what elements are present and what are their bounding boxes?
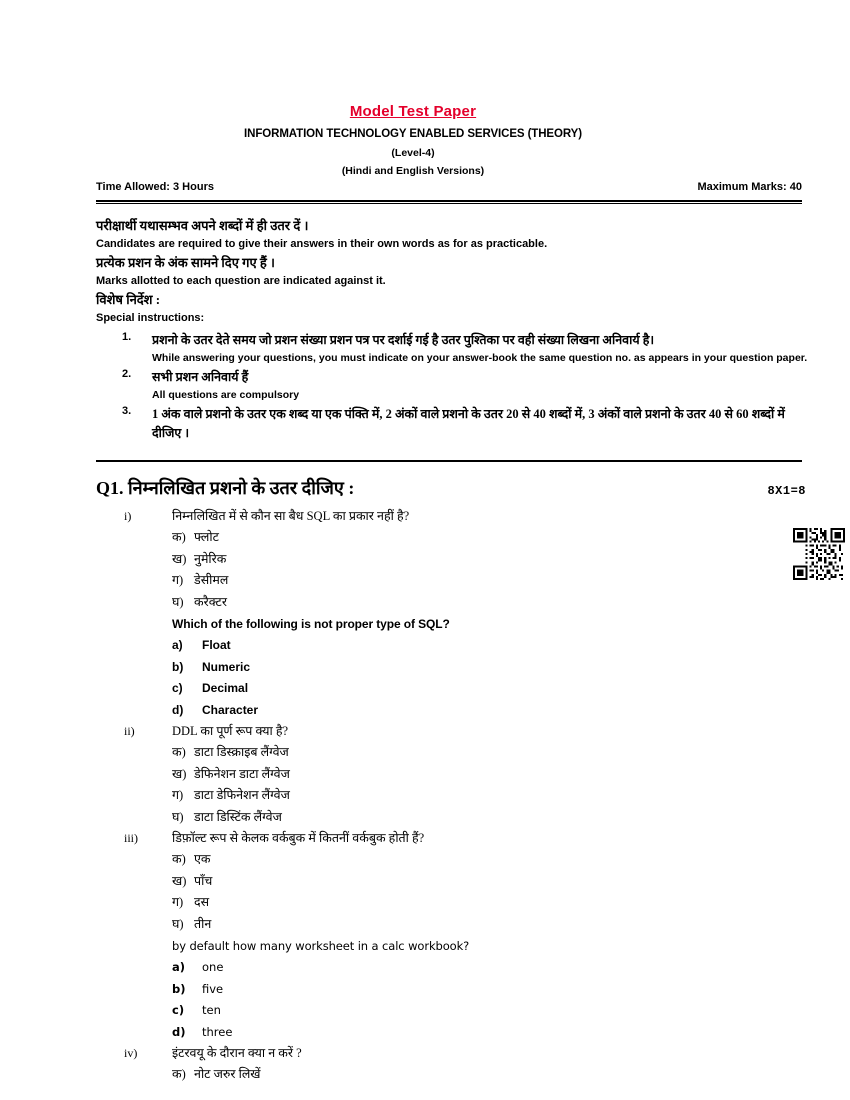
option-label: डाटा डिस्टिंक लैंग्वेज	[194, 809, 282, 824]
option-item[interactable]	[172, 914, 806, 936]
time-allowed: Time Allowed: 3 Hours	[96, 181, 214, 193]
option-marker: घ)	[172, 809, 184, 824]
sub-question-number: i)	[124, 509, 132, 523]
option-label: Decimal	[202, 681, 249, 695]
option-marker: क)	[172, 852, 186, 866]
option-marker: b)	[172, 981, 186, 996]
sub-question-stem-hindi: इंटरवयू के दौरान क्या न करें ?	[172, 1046, 302, 1060]
list-item-number: 2.	[122, 368, 132, 380]
option-marker: d)	[172, 1024, 186, 1039]
option-marker: c)	[172, 681, 183, 695]
special-instructions-label-english: Special instructions:	[96, 312, 205, 324]
option-marker: ख)	[172, 551, 187, 566]
level-line: (Level-4)	[391, 147, 435, 159]
qr-code-svg	[793, 528, 845, 580]
option-marker: c)	[172, 1003, 185, 1017]
option-item[interactable]	[172, 700, 806, 722]
option-label: करैक्टर	[194, 594, 227, 609]
question-1-sublist	[96, 506, 806, 1086]
option-item[interactable]	[172, 807, 806, 829]
versions-line: (Hindi and English Versions)	[341, 165, 485, 177]
list-item-english: While answering your questions, you must indicate on your answer-book the same question no. as appears in your question paper.	[152, 352, 808, 364]
option-item[interactable]	[172, 742, 806, 764]
list-item-hindi: 1 अंक वाले प्रशनो के उतर एक शब्द या एक पंक्ति में, 2 अंकों वाले प्रशनो के उतर 20 से 40 शब्दों में, 3 अंकों वाले प्रशनो के उतर 40 से 60 शब्दों में दीजिए ।	[152, 407, 785, 440]
option-label: एक	[194, 852, 211, 866]
question-1-header	[96, 476, 806, 500]
option-marker: घ)	[172, 916, 184, 931]
options-hindi	[172, 742, 806, 828]
option-item[interactable]	[172, 678, 806, 700]
sub-question-stem-hindi: डिफ़ॉल्ट रूप से केलक वर्कबुक में कितनीं वर्कबुक होती हैं?	[172, 831, 425, 845]
option-label: three	[202, 1024, 233, 1039]
option-label: फ्लोट	[194, 530, 219, 544]
special-instructions-label-hindi: विशेष निर्देश :	[96, 292, 161, 307]
sub-question-stem-hindi: निम्नलिखित में से कौन सा बैध SQL का प्रकार नहीं है?	[172, 509, 410, 523]
option-label: दस	[194, 895, 210, 909]
special-instructions-list	[122, 331, 808, 444]
option-marker: a)	[172, 638, 183, 652]
instructions-divider	[96, 460, 802, 462]
option-item[interactable]	[172, 570, 806, 592]
option-item[interactable]	[172, 527, 806, 549]
option-marker: d)	[172, 702, 184, 717]
option-item[interactable]	[172, 957, 806, 979]
sub-question-iv	[96, 1043, 806, 1086]
option-item[interactable]	[172, 764, 806, 786]
option-marker: क)	[172, 745, 186, 759]
instructions-block	[96, 216, 806, 327]
option-label: Float	[202, 638, 231, 652]
instruction-line2-english: Marks allotted to each question are indicated against it.	[96, 275, 386, 287]
option-label: one	[202, 960, 224, 974]
sub-question-number: iv)	[124, 1046, 138, 1060]
list-item	[122, 405, 808, 443]
option-item[interactable]	[172, 979, 806, 1001]
options-hindi	[172, 849, 806, 935]
options-hindi	[172, 527, 806, 613]
list-item	[122, 331, 808, 367]
option-label: five	[202, 981, 224, 996]
list-item-number: 3.	[122, 405, 132, 417]
option-marker: b)	[172, 659, 184, 674]
option-label: तीन	[194, 916, 212, 931]
option-item[interactable]	[172, 1022, 806, 1044]
question-1-title: Q1. निम्नलिखित प्रशनो के उतर दीजिए :	[96, 478, 355, 498]
option-item[interactable]	[172, 849, 806, 871]
list-item-hindi: सभी प्रशन अनिवार्य हैं	[152, 370, 249, 384]
option-item[interactable]	[172, 635, 806, 657]
exam-meta-row	[96, 181, 802, 193]
sub-question-ii	[96, 721, 806, 828]
sub-question-i	[96, 506, 806, 721]
option-item[interactable]	[172, 892, 806, 914]
option-marker: ख)	[172, 766, 187, 781]
option-item[interactable]	[172, 549, 806, 571]
options-hindi	[172, 1064, 806, 1086]
options-english	[172, 635, 806, 721]
option-marker: ग)	[172, 895, 184, 909]
option-label: डेफिनेशन डाटा लैंग्वेज	[194, 766, 290, 781]
instruction-line1-hindi: परीक्षार्थी यथासम्भव अपने शब्दों में ही उतर दें ।	[96, 218, 309, 233]
option-marker: a)	[172, 960, 186, 974]
subject-line: INFORMATION TECHNOLOGY ENABLED SERVICES (THEORY)	[244, 128, 582, 140]
list-item-hindi: प्रशनो के उतर देते समय जो प्रशन संख्या प्रशन पत्र पर दर्शाई गई है उतर पुश्तिका पर वही संख्या लिखना अनिवार्य है।	[152, 333, 655, 347]
option-item[interactable]	[172, 592, 806, 614]
option-label: नुमेरिक	[194, 551, 227, 566]
option-label: Numeric	[202, 659, 251, 674]
maximum-marks: Maximum Marks: 40	[697, 181, 802, 193]
question-1-marks: 8X1=8	[767, 484, 806, 498]
option-item[interactable]	[172, 1000, 806, 1022]
qr-code-icon	[793, 528, 845, 580]
list-item-english: All questions are compulsory	[152, 389, 300, 401]
list-item-number: 1.	[122, 331, 132, 343]
option-label: डेसीमल	[194, 573, 229, 587]
page-title: Model Test Paper	[349, 103, 477, 120]
sub-question-iii	[96, 828, 806, 1043]
sub-question-number: ii)	[124, 724, 135, 738]
option-label: Character	[202, 702, 259, 717]
option-marker: क)	[172, 1067, 186, 1081]
instruction-line2-hindi: प्रत्येक प्रशन के अंक सामने दिए गए हैं ।	[96, 255, 275, 270]
option-label: नोट जरुर लिखें	[194, 1067, 261, 1081]
sub-question-number: iii)	[124, 831, 138, 845]
option-marker: ख)	[172, 873, 187, 888]
option-item[interactable]	[172, 1064, 806, 1086]
option-item[interactable]	[172, 657, 806, 679]
header-divider	[96, 200, 802, 204]
option-marker: ग)	[172, 788, 184, 802]
sub-question-stem-hindi: DDL का पूर्ण रूप क्या है?	[172, 724, 288, 738]
list-item	[122, 368, 808, 404]
instruction-line1-english: Candidates are required to give their answers in their own words as for as practicable.	[96, 238, 548, 250]
option-item[interactable]	[172, 871, 806, 893]
option-label: डाटा डिस्क्राइब लैंग्वेज	[194, 745, 289, 759]
option-marker: ग)	[172, 573, 184, 587]
options-english	[172, 957, 806, 1043]
option-marker: क)	[172, 530, 186, 544]
option-item[interactable]	[172, 785, 806, 807]
document-header	[96, 103, 730, 180]
option-label: ten	[202, 1003, 221, 1017]
sub-question-stem-english: by default how many worksheet in a calc workbook?	[172, 939, 470, 953]
sub-question-stem-english: Which of the following is not proper type of SQL?	[172, 617, 450, 631]
option-label: पाँच	[194, 873, 213, 888]
option-label: डाटा डेफिनेशन लैंग्वेज	[194, 788, 290, 802]
option-marker: घ)	[172, 594, 184, 609]
